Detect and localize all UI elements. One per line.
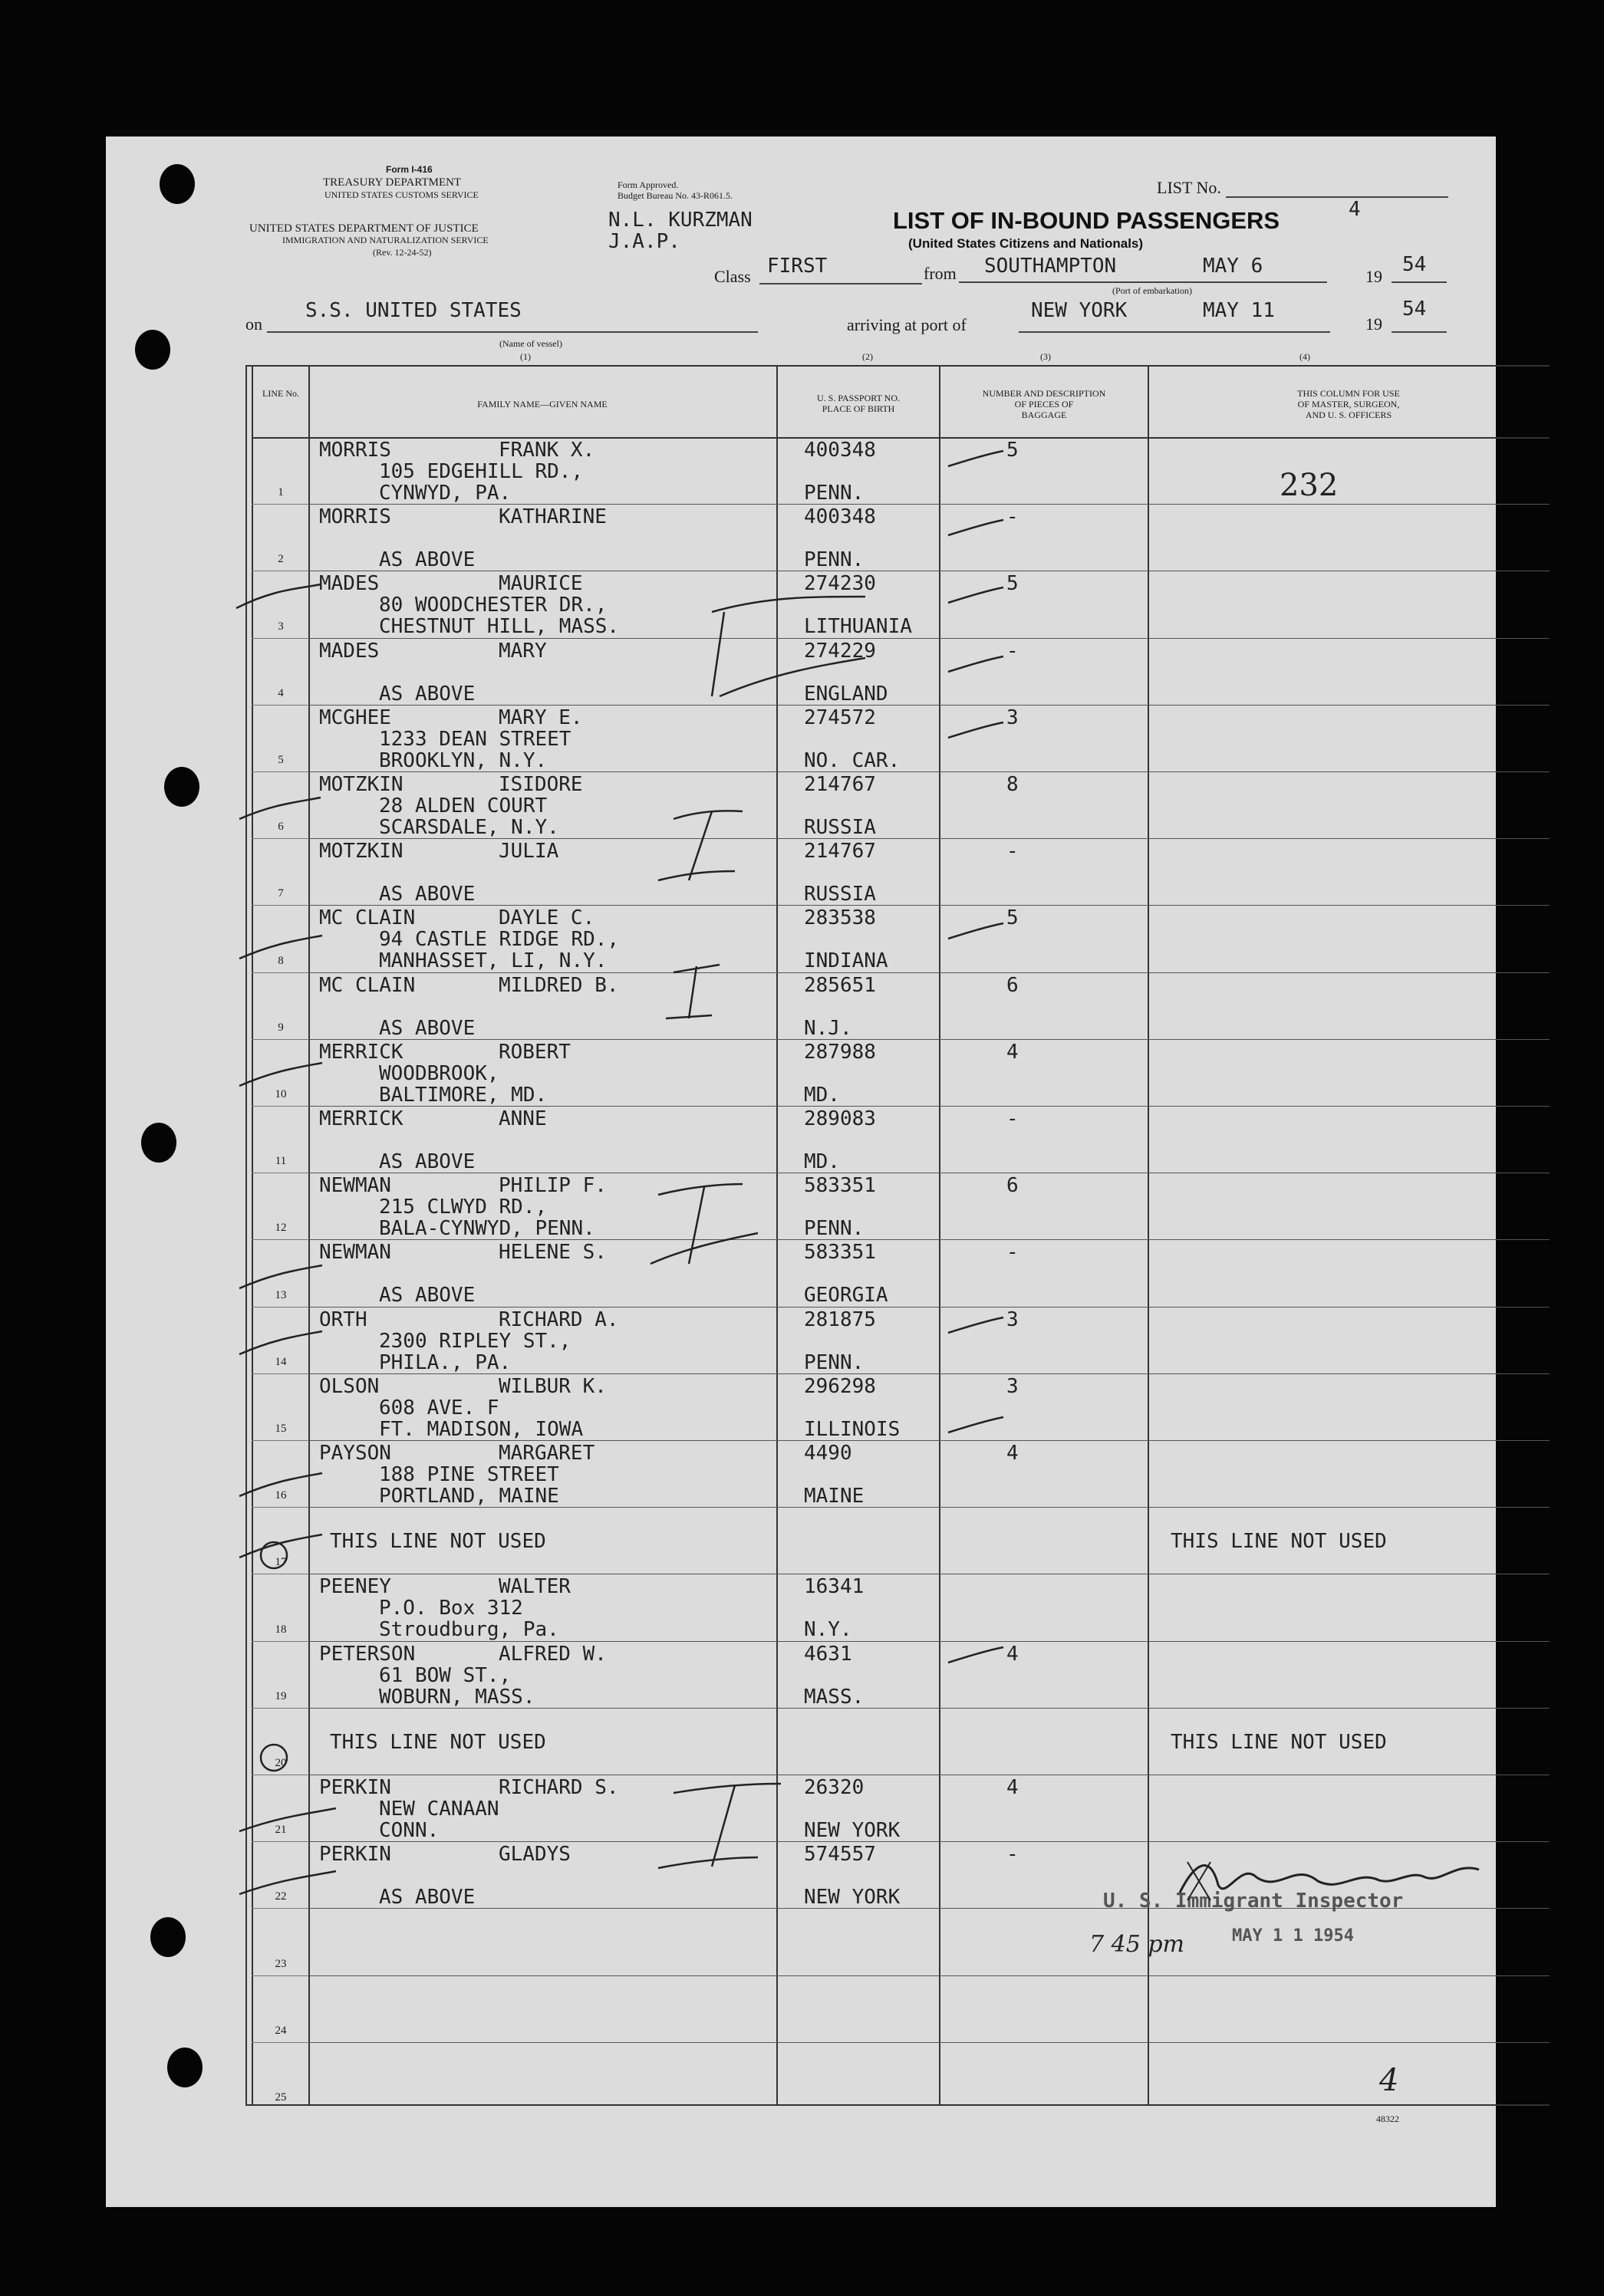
line-number: 5 xyxy=(278,754,284,766)
baggage-count: 5 xyxy=(1006,906,1019,929)
port-embarkation-label: (Port of embarkation) xyxy=(1112,285,1192,296)
class-value: FIRST xyxy=(767,255,828,278)
place-of-birth: NEW YORK xyxy=(804,1886,901,1909)
address-line-2: AS ABOVE xyxy=(379,883,476,906)
family-name: MERRICK xyxy=(319,1107,403,1130)
passport-number: 574557 xyxy=(804,1843,876,1866)
officer-not-used-label: THIS LINE NOT USED xyxy=(1171,1731,1387,1754)
family-name: PAYSON xyxy=(319,1442,391,1465)
address-line-1: P.O. Box 312 xyxy=(379,1597,523,1620)
address-line-2: Stroudburg, Pa. xyxy=(379,1618,559,1641)
passport-number: 214767 xyxy=(804,840,876,863)
address-line-1: NEW CANAAN xyxy=(379,1798,499,1821)
justice-department: UNITED STATES DEPARTMENT OF JUSTICE xyxy=(249,222,479,235)
form-approved: Form Approved. xyxy=(618,179,679,190)
place-of-birth: RUSSIA xyxy=(804,816,876,839)
line-number: 13 xyxy=(275,1289,287,1301)
line-number: 23 xyxy=(275,1958,287,1970)
col-num-4: (4) xyxy=(1299,351,1310,362)
header-officers-2: OF MASTER, SURGEON, xyxy=(1297,399,1400,410)
baggage-count: - xyxy=(1006,1107,1019,1130)
family-name: PETERSON xyxy=(319,1643,416,1666)
address-line-2: AS ABOVE xyxy=(379,683,476,706)
header-birthplace: PLACE OF BIRTH xyxy=(822,403,895,414)
place-of-birth: MD. xyxy=(804,1150,840,1173)
address-line-1: 2300 RIPLEY ST., xyxy=(379,1330,571,1353)
passport-number: 283538 xyxy=(804,906,876,929)
address-line-2: AS ABOVE xyxy=(379,548,476,571)
passport-number: 400348 xyxy=(804,505,876,528)
passport-number: 274229 xyxy=(804,640,876,663)
line-number: 8 xyxy=(278,955,284,967)
passport-number: 287988 xyxy=(804,1041,876,1064)
header-baggage-3: BAGGAGE xyxy=(1021,410,1067,420)
header-officers-3: AND U. S. OFFICERS xyxy=(1305,410,1392,420)
form-subtitle: (United States Citizens and Nationals) xyxy=(908,236,1144,251)
not-used-label: THIS LINE NOT USED xyxy=(330,1731,546,1754)
baggage-count: 3 xyxy=(1006,706,1019,729)
passport-number: 4490 xyxy=(804,1442,852,1465)
baggage-count: 8 xyxy=(1006,773,1019,796)
given-name: MARY xyxy=(499,640,547,663)
place-of-birth: N.Y. xyxy=(804,1618,852,1641)
given-name: MILDRED B. xyxy=(499,974,619,997)
given-name: JULIA xyxy=(499,840,559,863)
baggage-count: 4 xyxy=(1006,1643,1019,1666)
place-of-birth: MAINE xyxy=(804,1485,865,1508)
line-number: 25 xyxy=(275,2091,287,2104)
baggage-count: 5 xyxy=(1006,572,1019,595)
header-baggage-2: OF PIECES OF xyxy=(1014,399,1074,410)
line-number: 6 xyxy=(278,821,284,833)
line-number: 15 xyxy=(275,1423,287,1435)
place-of-birth: ENGLAND xyxy=(804,683,888,706)
passport-number: 583351 xyxy=(804,1174,876,1197)
baggage-count: 4 xyxy=(1006,1776,1019,1799)
header-family-name: FAMILY NAME—GIVEN NAME xyxy=(477,399,608,410)
line-number: 21 xyxy=(275,1824,287,1836)
baggage-count: - xyxy=(1006,1843,1019,1866)
header-passport: U. S. PASSPORT NO. xyxy=(817,393,900,403)
family-name: MOTZKIN xyxy=(319,840,403,863)
given-name: RICHARD A. xyxy=(499,1308,619,1331)
passport-number: 26320 xyxy=(804,1776,865,1799)
baggage-count: - xyxy=(1006,840,1019,863)
line-number: 12 xyxy=(275,1222,287,1234)
family-name: MORRIS xyxy=(319,439,391,462)
place-of-birth: PENN. xyxy=(804,1351,865,1374)
handwritten-marks xyxy=(106,137,1496,2207)
place-of-birth: PENN. xyxy=(804,1217,865,1240)
address-line-2: AS ABOVE xyxy=(379,1017,476,1040)
class-label: Class xyxy=(714,267,751,286)
place-of-birth: MD. xyxy=(804,1084,840,1107)
not-used-label: THIS LINE NOT USED xyxy=(330,1530,546,1553)
passport-number: 274572 xyxy=(804,706,876,729)
year-prefix-2: 19 xyxy=(1365,314,1382,334)
family-name: MADES xyxy=(319,572,380,595)
passport-number: 16341 xyxy=(804,1575,865,1598)
passport-number: 214767 xyxy=(804,773,876,796)
passenger-list-sheet xyxy=(106,137,1496,2207)
passport-number: 296298 xyxy=(804,1375,876,1398)
family-name: PERKIN xyxy=(319,1776,391,1799)
ins-service: IMMIGRATION AND NATURALIZATION SERVICE xyxy=(282,235,489,245)
baggage-count: - xyxy=(1006,1241,1019,1264)
place-of-birth: N.J. xyxy=(804,1017,852,1040)
list-no-label: LIST No. xyxy=(1157,178,1221,197)
line-number: 24 xyxy=(275,2025,287,2037)
place-of-birth: GEORGIA xyxy=(804,1284,888,1307)
binder-hole xyxy=(150,1917,186,1957)
address-line-2: FT. MADISON, IOWA xyxy=(379,1418,584,1441)
customs-service: UNITED STATES CUSTOMS SERVICE xyxy=(324,189,479,200)
inspector-stamp: U. S. Immigrant Inspector xyxy=(1103,1890,1404,1913)
header-officers-1: THIS COLUMN FOR USE xyxy=(1297,388,1400,399)
line-number: 11 xyxy=(275,1155,287,1167)
form-number: Form I-416 xyxy=(386,164,433,175)
given-name: DAYLE C. xyxy=(499,906,595,929)
family-name: ORTH xyxy=(319,1308,367,1331)
given-name: KATHARINE xyxy=(499,505,607,528)
place-of-birth: PENN. xyxy=(804,482,865,505)
family-name: MC CLAIN xyxy=(319,974,416,997)
given-name: ISIDORE xyxy=(499,773,583,796)
col-num-2: (2) xyxy=(862,351,873,362)
given-name: RICHARD S. xyxy=(499,1776,619,1799)
form-title: LIST OF IN-BOUND PASSENGERS xyxy=(893,207,1280,234)
given-name: WILBUR K. xyxy=(499,1375,607,1398)
place-of-birth: LITHUANIA xyxy=(804,615,912,638)
family-name: MERRICK xyxy=(319,1041,403,1064)
year-prefix-1: 19 xyxy=(1365,267,1382,286)
address-line-2: AS ABOVE xyxy=(379,1150,476,1173)
typed-reference-2: J.A.P. xyxy=(608,230,680,253)
address-line-1: 80 WOODCHESTER DR., xyxy=(379,594,608,617)
line-number: 17 xyxy=(275,1556,287,1568)
treasury-department: TREASURY DEPARTMENT xyxy=(323,176,462,189)
address-line-2: CHESTNUT HILL, MASS. xyxy=(379,615,620,638)
col-num-1: (1) xyxy=(520,351,531,362)
given-name: ANNE xyxy=(499,1107,547,1130)
line-number: 20 xyxy=(275,1757,287,1769)
on-label: on xyxy=(245,314,262,334)
address-line-1: 1233 DEAN STREET xyxy=(379,728,571,751)
arrival-year: 54 xyxy=(1402,298,1427,321)
given-name: MARGARET xyxy=(499,1442,595,1465)
address-line-2: BALTIMORE, MD. xyxy=(379,1084,548,1107)
baggage-count: - xyxy=(1006,640,1019,663)
family-name: MOTZKIN xyxy=(319,773,403,796)
line-number: 4 xyxy=(278,687,284,699)
family-name: PEENEY xyxy=(319,1575,391,1598)
passport-number: 289083 xyxy=(804,1107,876,1130)
passport-number: 583351 xyxy=(804,1241,876,1264)
passport-number: 400348 xyxy=(804,439,876,462)
place-of-birth: NO. CAR. xyxy=(804,749,901,772)
embarkation-date: MAY 6 xyxy=(1203,255,1263,278)
line-number: 9 xyxy=(278,1021,284,1034)
family-name: NEWMAN xyxy=(319,1241,391,1264)
header-line-no: LINE No. xyxy=(262,388,299,399)
family-name: MADES xyxy=(319,640,380,663)
baggage-count: 3 xyxy=(1006,1375,1019,1398)
address-line-1: 28 ALDEN COURT xyxy=(379,794,548,817)
passport-number: 285651 xyxy=(804,974,876,997)
given-name: ROBERT xyxy=(499,1041,571,1064)
baggage-count: 6 xyxy=(1006,1174,1019,1197)
binder-hole xyxy=(141,1123,176,1163)
form-code: 48322 xyxy=(1376,2113,1399,2124)
address-line-1: 105 EDGEHILL RD., xyxy=(379,460,584,483)
baggage-count: - xyxy=(1006,505,1019,528)
vessel-name: S.S. UNITED STATES xyxy=(305,299,522,322)
passport-number: 4631 xyxy=(804,1643,852,1666)
address-line-1: 608 AVE. F xyxy=(379,1396,499,1419)
form-revision: (Rev. 12-24-52) xyxy=(373,247,432,258)
embarkation-port: SOUTHAMPTON xyxy=(984,255,1117,278)
line-number: 18 xyxy=(275,1623,287,1636)
passport-number: 281875 xyxy=(804,1308,876,1331)
family-name: MC CLAIN xyxy=(319,906,416,929)
baggage-count: 5 xyxy=(1006,439,1019,462)
baggage-count: 4 xyxy=(1006,1041,1019,1064)
family-name: PERKIN xyxy=(319,1843,391,1866)
passport-number: 274230 xyxy=(804,572,876,595)
arriving-label: arriving at port of xyxy=(847,315,967,334)
place-of-birth: ILLINOIS xyxy=(804,1418,901,1441)
address-line-2: CYNWYD, PA. xyxy=(379,482,512,505)
from-label: from xyxy=(924,264,957,283)
address-line-2: MANHASSET, LI, N.Y. xyxy=(379,949,608,972)
place-of-birth: PENN. xyxy=(804,548,865,571)
arrival-port: NEW YORK xyxy=(1031,299,1128,322)
officer-not-used-label: THIS LINE NOT USED xyxy=(1171,1530,1387,1553)
place-of-birth: RUSSIA xyxy=(804,883,876,906)
arrival-time-note: 7 45 pm xyxy=(1089,1931,1184,1958)
typed-reference-1: N.L. KURZMAN xyxy=(608,209,753,232)
family-name: OLSON xyxy=(319,1375,380,1398)
line-number: 14 xyxy=(275,1356,287,1368)
line-number: 19 xyxy=(275,1690,287,1702)
budget-bureau: Budget Bureau No. 43-R061.5. xyxy=(618,190,733,201)
address-line-2: PORTLAND, MAINE xyxy=(379,1485,559,1508)
given-name: ALFRED W. xyxy=(499,1643,607,1666)
baggage-count: 3 xyxy=(1006,1308,1019,1331)
given-name: HELENE S. xyxy=(499,1241,607,1264)
binder-hole xyxy=(160,164,195,204)
address-line-1: 61 BOW ST., xyxy=(379,1664,512,1687)
address-line-2: AS ABOVE xyxy=(379,1886,476,1909)
address-line-2: CONN. xyxy=(379,1819,440,1842)
baggage-count: 6 xyxy=(1006,974,1019,997)
given-name: WALTER xyxy=(499,1575,571,1598)
address-line-1: 94 CASTLE RIDGE RD., xyxy=(379,928,620,951)
list-no-value: 4 xyxy=(1349,198,1361,221)
given-name: MAURICE xyxy=(499,572,583,595)
place-of-birth: MASS. xyxy=(804,1686,865,1709)
address-line-2: BALA-CYNWYD, PENN. xyxy=(379,1217,595,1240)
address-line-2: PHILA., PA. xyxy=(379,1351,512,1374)
line-number: 10 xyxy=(275,1088,287,1100)
given-name: MARY E. xyxy=(499,706,583,729)
binder-hole xyxy=(164,767,199,807)
date-stamp: MAY 1 1 1954 xyxy=(1232,1926,1354,1946)
address-line-2: WOBURN, MASS. xyxy=(379,1686,535,1709)
page-mark: 4 xyxy=(1379,2063,1399,2098)
address-line-2: SCARSDALE, N.Y. xyxy=(379,816,559,839)
line-number: 1 xyxy=(278,486,284,498)
line-number: 2 xyxy=(278,553,284,565)
line-number: 22 xyxy=(275,1890,287,1903)
vessel-name-label: (Name of vessel) xyxy=(499,338,562,349)
given-name: GLADYS xyxy=(499,1843,571,1866)
address-line-1: 215 CLWYD RD., xyxy=(379,1196,548,1219)
baggage-count: 4 xyxy=(1006,1442,1019,1465)
header-baggage-1: NUMBER AND DESCRIPTION xyxy=(982,388,1106,399)
given-name: PHILIP F. xyxy=(499,1174,607,1197)
address-line-2: AS ABOVE xyxy=(379,1284,476,1307)
line-number: 3 xyxy=(278,620,284,633)
address-line-2: BROOKLYN, N.Y. xyxy=(379,749,548,772)
family-name: NEWMAN xyxy=(319,1174,391,1197)
address-line-1: WOODBROOK, xyxy=(379,1062,499,1085)
family-name: MORRIS xyxy=(319,505,391,528)
arrival-date: MAY 11 xyxy=(1203,299,1275,322)
given-name: FRANK X. xyxy=(499,439,595,462)
address-line-1: 188 PINE STREET xyxy=(379,1463,559,1486)
embarkation-year: 54 xyxy=(1402,253,1427,276)
line-number: 16 xyxy=(275,1489,287,1502)
binder-hole xyxy=(167,2048,203,2087)
binder-hole xyxy=(135,330,170,370)
family-name: MCGHEE xyxy=(319,706,391,729)
place-of-birth: INDIANA xyxy=(804,949,888,972)
place-of-birth: NEW YORK xyxy=(804,1819,901,1842)
officer-number: 232 xyxy=(1280,468,1339,503)
line-number: 7 xyxy=(278,887,284,900)
col-num-3: (3) xyxy=(1040,351,1051,362)
